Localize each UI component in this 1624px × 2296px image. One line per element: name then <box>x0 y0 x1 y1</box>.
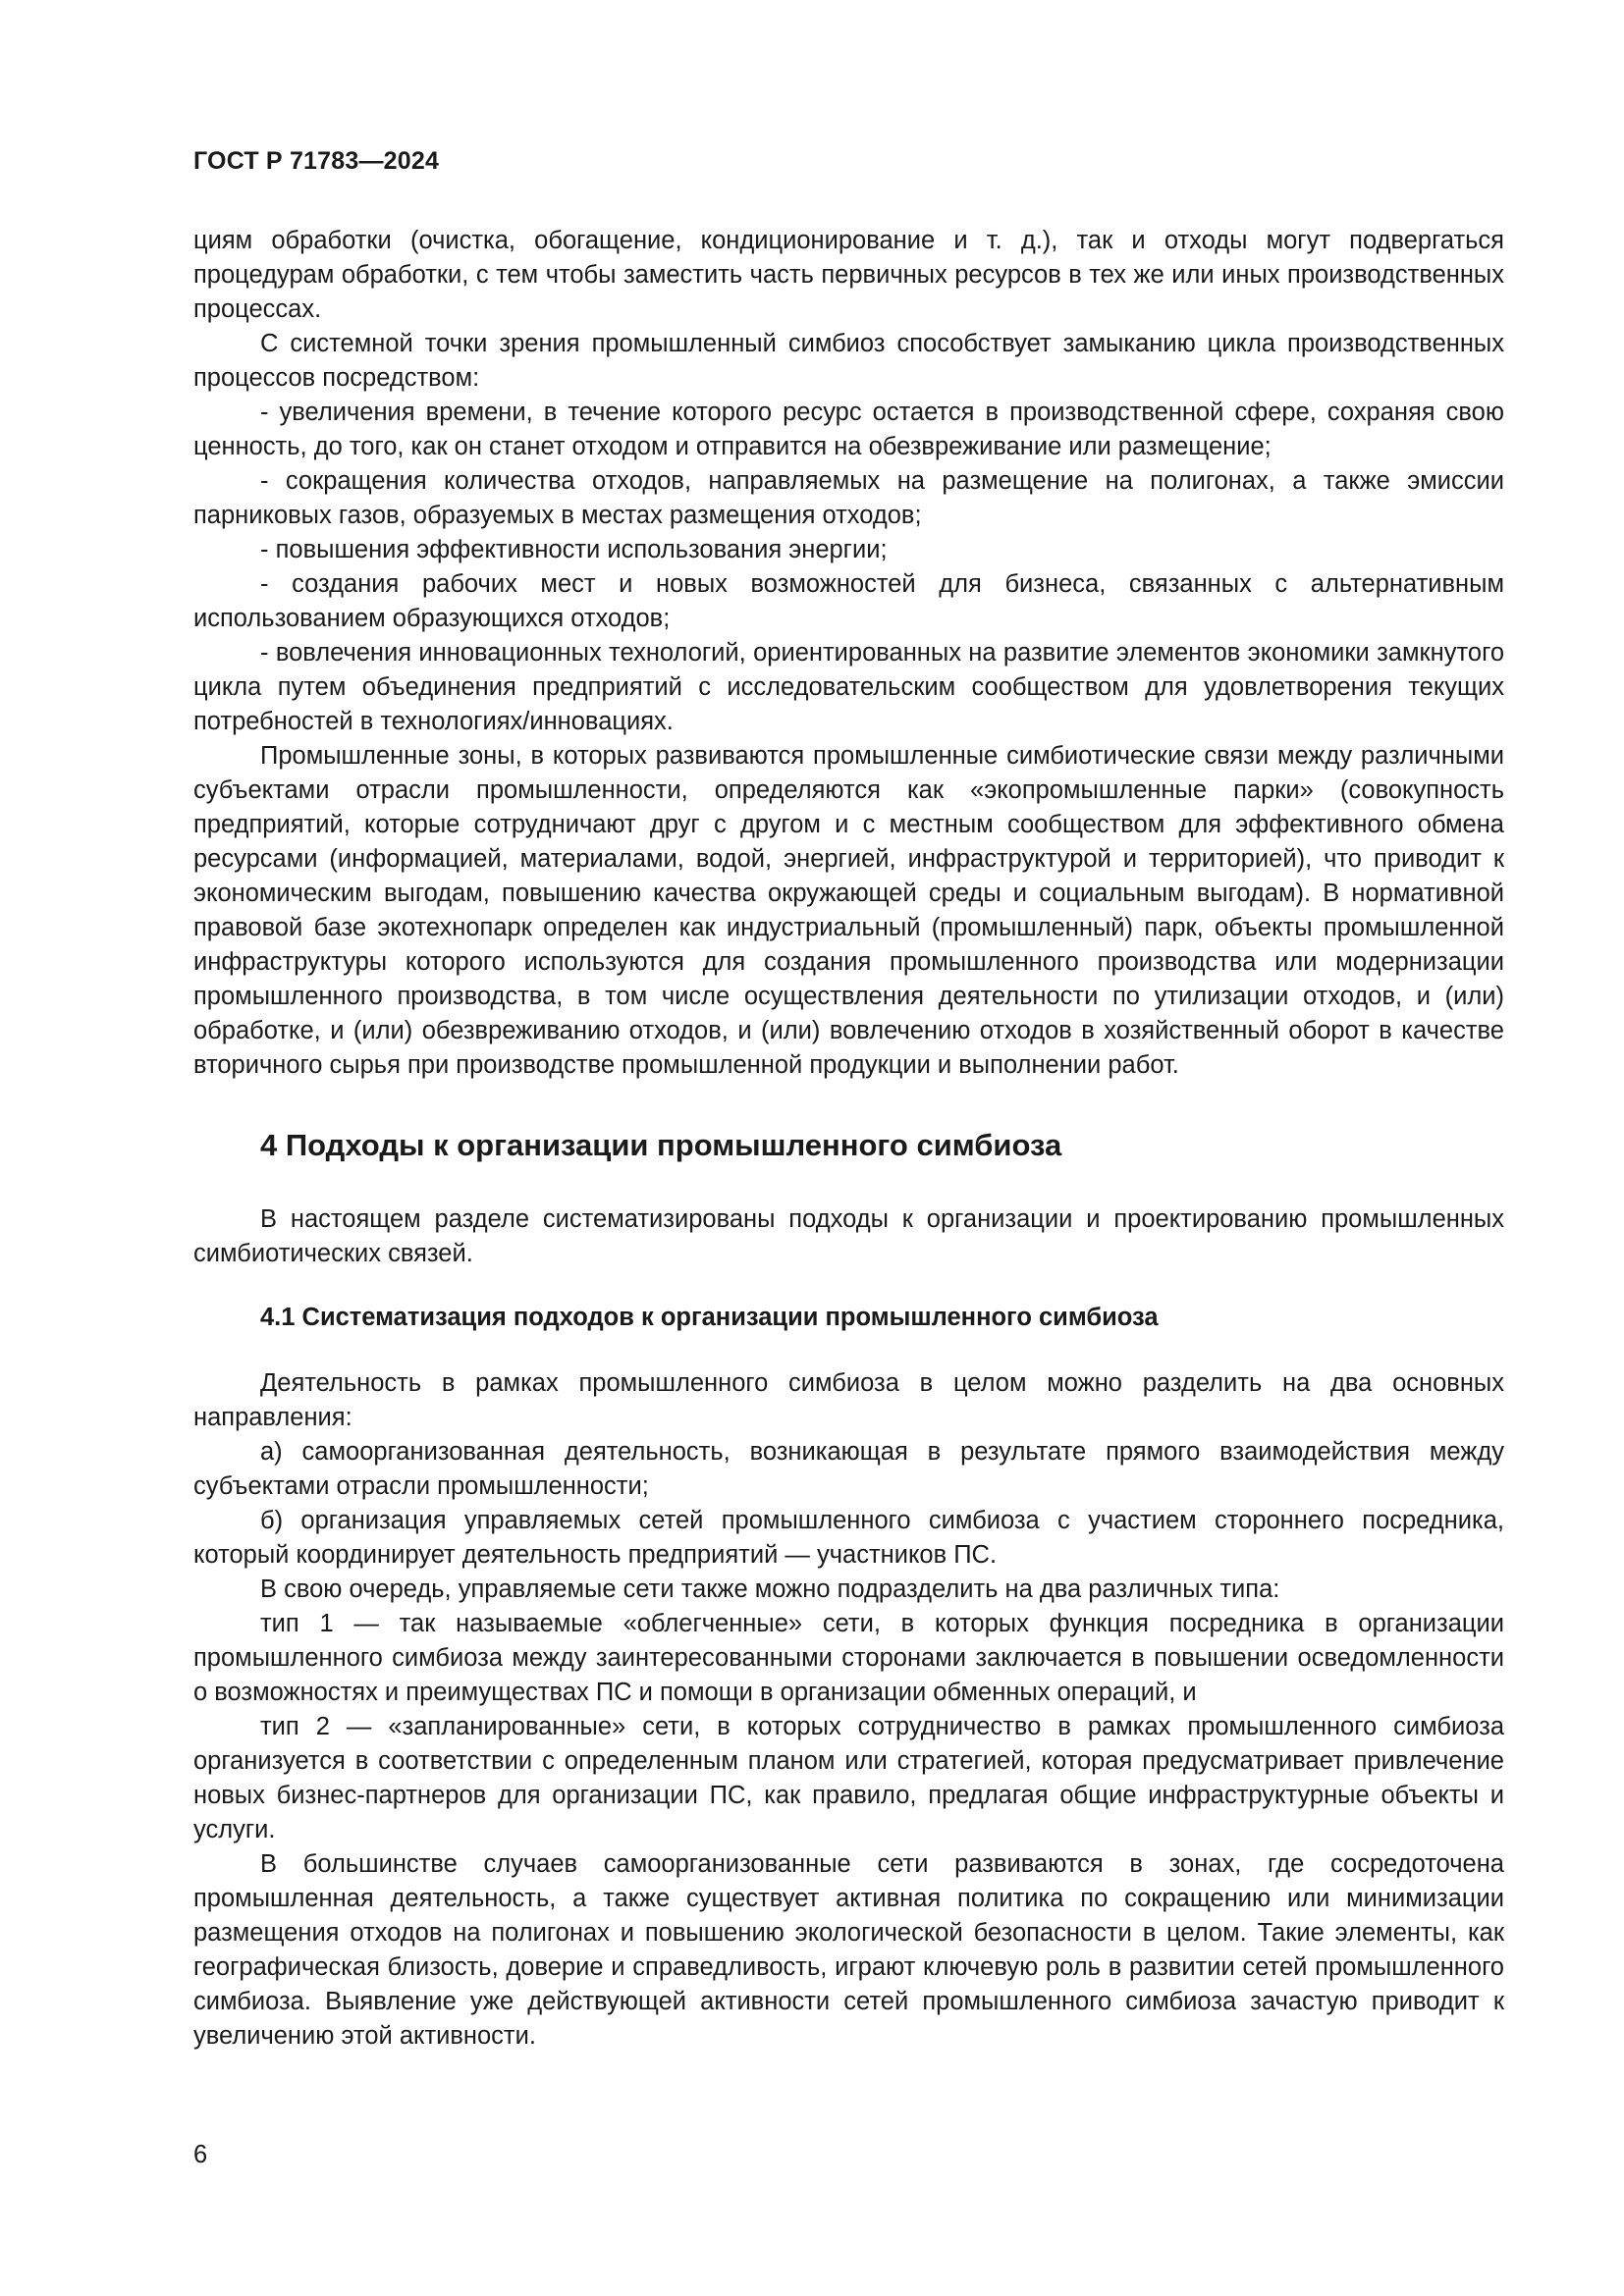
list-item: - вовлечения инновационных технологий, ориентированных на развитие элементов экономики замкнутого цикла путем объединения предприятий с исследовательским сообществом для удовлетворения текущих потребностей в технологиях/инновациях. <box>193 639 1504 735</box>
paragraph: тип 1 — так называемые «облегченные» сети, в которых функция посредника в организации промышленного симбиоза между заинтересованными сторонами заключается в повышении осведомленности о возможностях и преимуществах ПС и помощи в организации обменных операций, и <box>193 1610 1504 1706</box>
paragraph: В большинстве случаев самоорганизованные сети развиваются в зонах, где сосредоточена промышленная деятельность, а также существует активная политика по сокращению или минимизации размещения отходов на полигонах и повышению экологической безопасности в целом. Такие элементы, как географическая близость, доверие и справедливость, играют ключевую роль в развитии сетей промышленного симбиоза. Выявление уже действующей активности сетей промышленного симбиоза зачастую приводит к увеличению этой активности. <box>193 1850 1504 2050</box>
list-item: б) организация управляемых сетей промышленного симбиоза с участием стороннего посредника, который координирует деятельность предприятий — участников ПС. <box>193 1507 1504 1569</box>
list-item: - создания рабочих мест и новых возможностей для бизнеса, связанных с альтернативным использованием образующихся отходов; <box>193 570 1504 632</box>
paragraph: тип 2 — «запланированные» сети, в которых сотрудничество в рамках промышленного симбиоза организуется в соответствии с определенным планом или стратегией, которая предусматривает привлечение новых бизнес-партнеров для организации ПС, как правило, предлагая общие инфраструктурные объекты и услуги. <box>193 1713 1504 1843</box>
list-item: - увеличения времени, в течение которого ресурс остается в производственной сфере, сохраняя свою ценность, до того, как он станет отходом и отправится на обезвреживание или размещение; <box>193 399 1504 460</box>
list-item: - сокращения количества отходов, направляемых на размещение на полигонах, а также эмиссии парниковых газов, образуемых в местах размещения отходов; <box>193 467 1504 529</box>
paragraph: Деятельность в рамках промышленного симбиоза в целом можно разделить на два основных направления: <box>193 1369 1504 1431</box>
list-item: а) самоорганизованная деятельность, возникающая в результате прямого взаимодействия между субъектами отрасли промышленности; <box>193 1438 1504 1500</box>
paragraph: Промышленные зоны, в которых развиваются промышленные симбиотические связи между различными субъектами отрасли промышленности, определяются как «экопромышленные парки» (совокупность предприятий, которые сотрудничают друг с другом и с местным сообществом для эффективного обмена ресурсами (информацией, материалами, водой, энергией, инфраструктурой и территорией), что приводит к экономическим выгодам, повышению качества окружающей среды и социальным выгодам). В нормативной правовой базе экотехнопарк определен как индустриальный (промышленный) парк, объекты промышленной инфраструктуры которого используются для создания промышленного производства или модернизации промышленного производства, в том числе осуществления деятельности по утилизации отходов, и (или) обработке, и (или) обезвреживанию отходов, и (или) вовлечению отходов в хозяйственный оборот в качестве вторичного сырья при производстве промышленной продукции и выполнении работ. <box>193 742 1504 1079</box>
paragraph: циям обработки (очистка, обогащение, кондиционирование и т. д.), так и отходы могут подвергаться процедурам обработки, с тем чтобы заместить часть первичных ресурсов в тех же или иных производственных процессах. <box>193 227 1504 323</box>
list-item: - повышения эффективности использования энергии; <box>260 536 888 563</box>
section-4-heading: 4 Подходы к организации промышленного симбиоза <box>260 1128 1062 1162</box>
paragraph: С системной точки зрения промышленный симбиоз способствует замыканию цикла производственных процессов посредством: <box>193 330 1504 392</box>
document-body <box>193 224 1504 2054</box>
section-4-1-heading: 4.1 Систематизация подходов к организации промышленного симбиоза <box>260 1304 1159 1331</box>
page-number: 6 <box>193 2141 208 2168</box>
document-header: ГОСТ Р 71783—2024 <box>193 147 440 175</box>
paragraph: В свою очередь, управляемые сети также можно подразделить на два различных типа: <box>260 1575 1280 1603</box>
paragraph: В настоящем разделе систематизированы подходы к организации и проектированию промышленных симбиотических связей. <box>193 1205 1504 1267</box>
